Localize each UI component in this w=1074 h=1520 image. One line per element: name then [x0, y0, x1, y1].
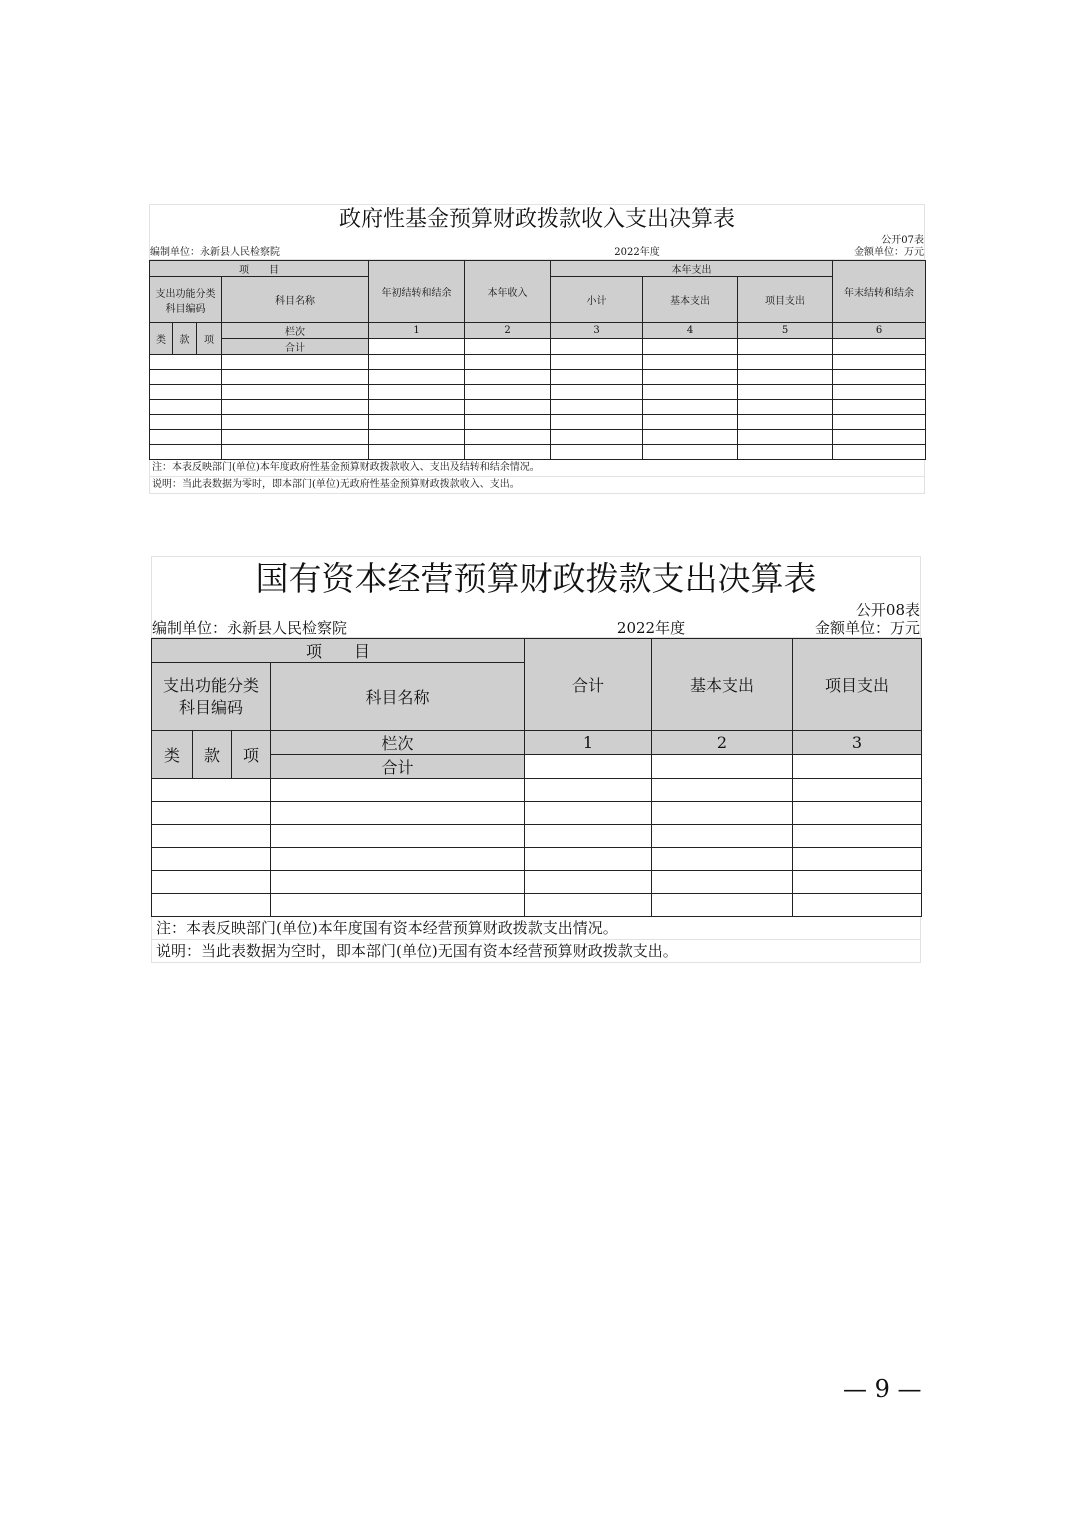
col-num: 2: [652, 731, 793, 755]
header-project: 项目支出: [738, 277, 833, 323]
header-total: 合计: [525, 639, 652, 731]
header-project: 项目支出: [793, 639, 922, 731]
header-item: 项 目: [152, 639, 525, 663]
header-item: 项 目: [150, 261, 369, 277]
state-capital-table: [151, 556, 921, 963]
col-num: 1: [525, 731, 652, 755]
table-row: [152, 848, 922, 871]
meta-row: [150, 247, 924, 259]
table-row: [152, 825, 922, 848]
fiscal-year: 2022年度: [614, 247, 660, 258]
col-num: 5: [738, 323, 833, 339]
table-row: [152, 779, 922, 802]
header-year-income: 本年收入: [465, 261, 551, 323]
table-title: 国有资本经营预算财政拨款支出决算表: [255, 559, 817, 598]
fund-budget-table: [149, 204, 925, 494]
table-header-area: [149, 204, 925, 260]
table-row: [152, 894, 922, 917]
header-lei: 类: [150, 323, 173, 355]
header-xiang: 项: [232, 731, 271, 779]
header-begin-balance: 年初结转和结余: [369, 261, 465, 323]
amount-unit: 金额单位：万元: [853, 247, 924, 258]
table-row: [150, 430, 926, 445]
amount-unit: 金额单位：万元: [814, 619, 920, 637]
compiling-unit: 编制单位：永新县人民检察院: [152, 619, 348, 637]
header-func-code: 支出功能分类科目编码: [152, 663, 271, 731]
col-num: 3: [793, 731, 922, 755]
header-year-expense: 本年支出: [551, 261, 833, 277]
header-basic: 基本支出: [652, 639, 793, 731]
table-row: [152, 871, 922, 894]
table-row: [150, 370, 926, 385]
header-lei: 类: [152, 731, 193, 779]
table-code: 公开07表: [881, 235, 924, 246]
header-xiang: 项: [197, 323, 222, 355]
table-note: 注：本表反映部门(单位)本年度国有资本经营预算财政拨款支出情况。: [151, 917, 921, 940]
header-subject-name: 科目名称: [271, 663, 525, 731]
table-explain: 说明：当此表数据为零时，即本部门(单位)无政府性基金预算财政拨款收入、支出。: [149, 477, 925, 494]
header-column-no: 栏次: [271, 731, 525, 755]
header-func-code: 支出功能分类科目编码: [150, 277, 222, 323]
table-row: [150, 415, 926, 430]
table-row: [150, 400, 926, 415]
table-row: [150, 385, 926, 400]
compiling-unit: 编制单位：永新县人民检察院: [150, 247, 280, 258]
fiscal-year: 2022年度: [616, 619, 686, 637]
header-subject-name: 科目名称: [222, 277, 369, 323]
col-num: 1: [369, 323, 465, 339]
table-note: 注：本表反映部门(单位)本年度政府性基金预算财政拨款收入、支出及结转和结余情况。: [149, 460, 925, 477]
table-row: [150, 355, 926, 370]
col-num: 6: [833, 323, 926, 339]
header-basic: 基本支出: [643, 277, 738, 323]
data-table: [149, 260, 926, 460]
table-code: 公开08表: [855, 601, 920, 619]
header-subtotal: 小计: [551, 277, 643, 323]
header-kuan: 款: [193, 731, 232, 779]
table-row: [152, 802, 922, 825]
total-label: 合计: [271, 755, 525, 779]
header-kuan: 款: [173, 323, 197, 355]
data-table: [151, 638, 922, 917]
header-column-no: 栏次: [222, 323, 369, 339]
header-end-balance: 年末结转和结余: [833, 261, 926, 323]
col-num: 4: [643, 323, 738, 339]
table-title: 政府性基金预算财政拨款收入支出决算表: [338, 207, 735, 232]
total-label: 合计: [222, 339, 369, 355]
table-row: [150, 445, 926, 460]
table-header-area: [151, 556, 921, 638]
col-num: 2: [465, 323, 551, 339]
meta-row: [152, 619, 920, 637]
col-num: 3: [551, 323, 643, 339]
table-explain: 说明：当此表数据为空时，即本部门(单位)无国有资本经营预算财政拨款支出。: [151, 940, 921, 963]
page-number: — 9 —: [843, 1375, 922, 1403]
